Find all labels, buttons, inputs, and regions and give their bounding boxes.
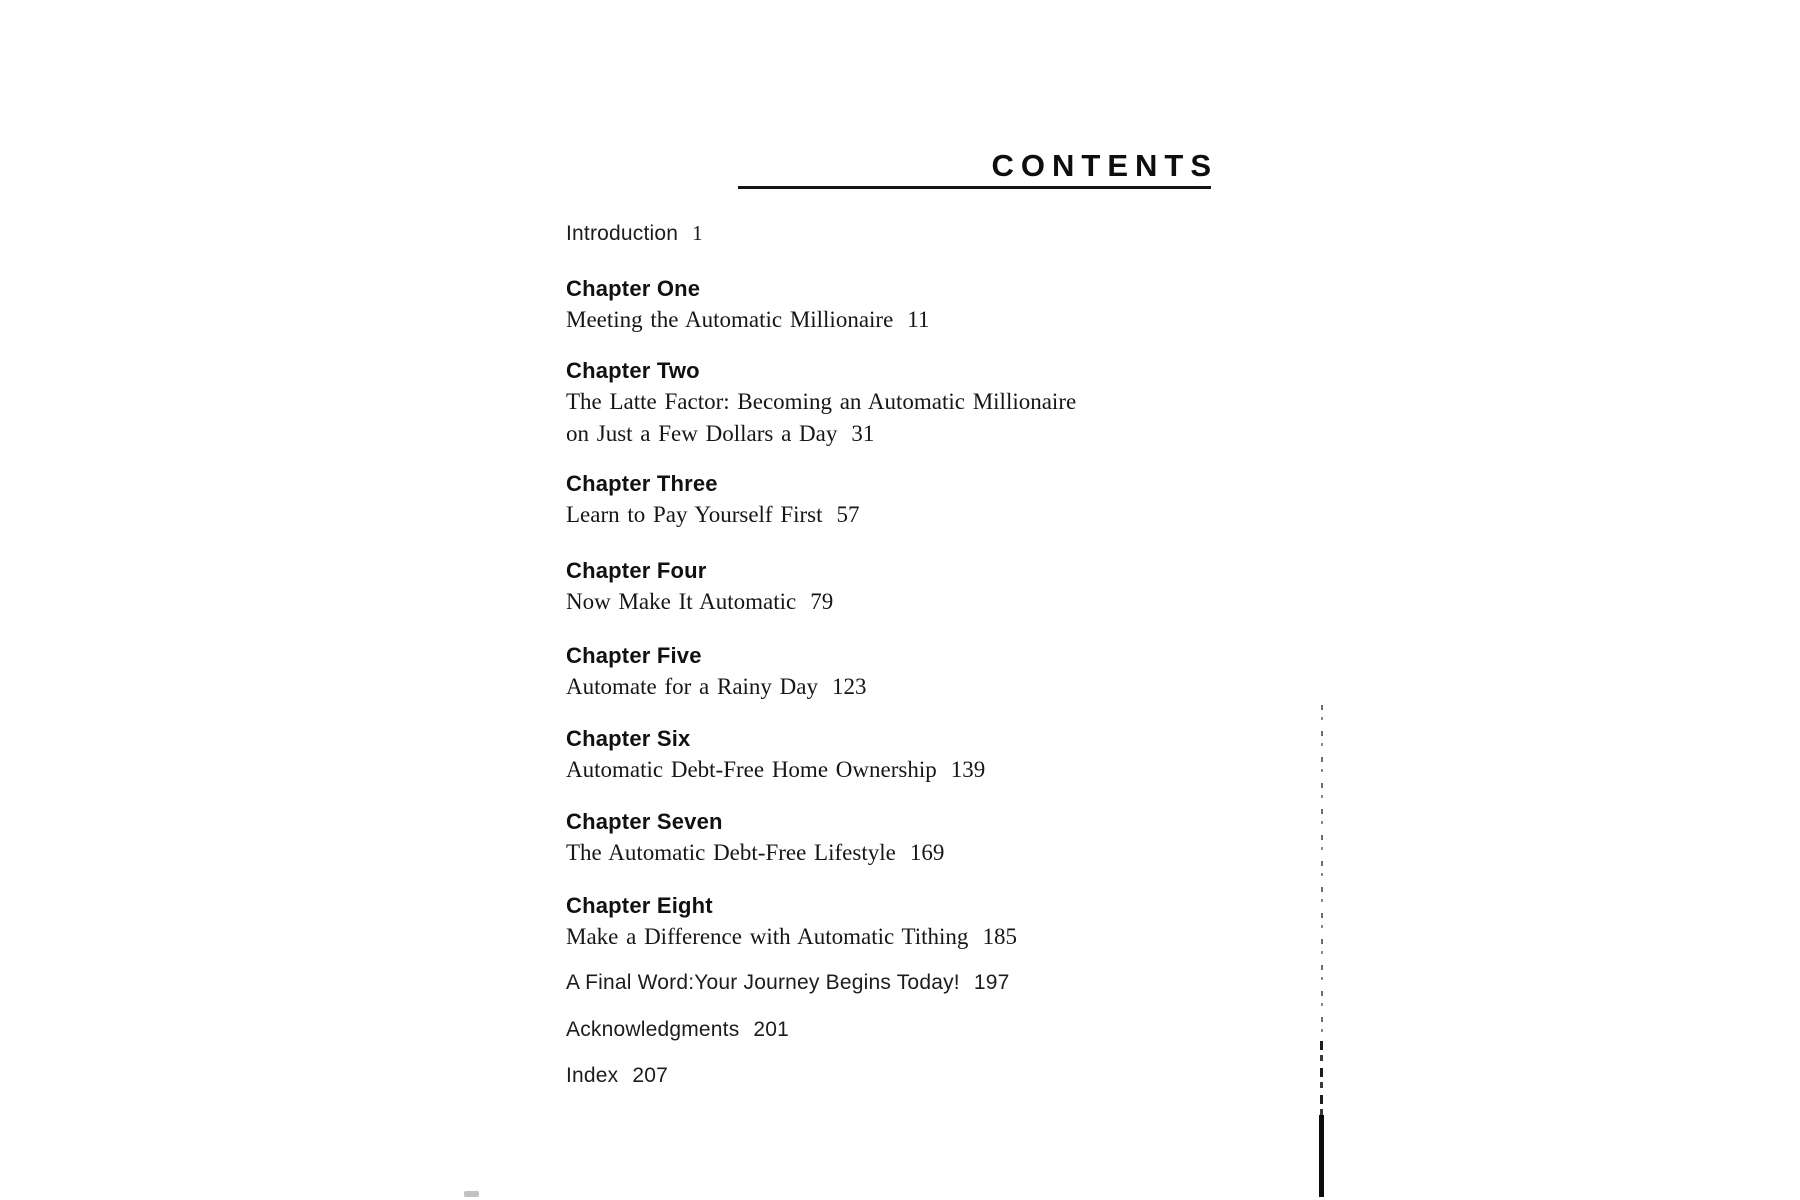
page-number: 139	[950, 757, 986, 782]
toc-entry-index	[566, 1063, 668, 1089]
chapter-title	[566, 921, 1017, 953]
toc-entry-introduction	[566, 220, 703, 247]
chapter-title-text: Meeting the Automatic Millionaire	[566, 307, 894, 332]
scan-solid-line	[1319, 1115, 1324, 1197]
chapter-title	[566, 837, 944, 869]
chapter-title	[566, 304, 929, 336]
chapter-title-text: The Automatic Debt-Free Lifestyle	[566, 840, 896, 865]
toc-entry-chapter-five	[566, 643, 866, 703]
chapter-label: Chapter Six	[566, 726, 691, 751]
chapter-title-line2: on Just a Few Dollars a Day	[566, 421, 838, 446]
scan-dark-dash-cluster	[1320, 1041, 1323, 1115]
page-number: 201	[753, 1018, 790, 1041]
toc-entry-final-word	[566, 970, 1009, 996]
chapter-title-line1: The Latte Factor: Becoming an Automatic Millionaire	[566, 389, 1077, 414]
page-number: 11	[907, 307, 930, 332]
page-number: 169	[909, 840, 945, 865]
toc-entry-chapter-six	[566, 726, 985, 786]
toc-entry-chapter-eight	[566, 893, 1017, 953]
entry-label: Index	[566, 1064, 619, 1087]
chapter-label: Chapter Eight	[566, 893, 713, 918]
chapter-label: Chapter Two	[566, 358, 700, 383]
chapter-title-text: Learn to Pay Yourself First	[566, 502, 823, 527]
chapter-title	[566, 754, 985, 786]
scan-dashed-line	[1321, 705, 1323, 1041]
page-number: 197	[973, 971, 1010, 994]
chapter-title-text: Automatic Debt-Free Home Ownership	[566, 757, 937, 782]
chapter-title	[566, 499, 860, 531]
entry-label: Acknowledgments	[566, 1018, 740, 1041]
page-number: 207	[632, 1064, 669, 1087]
toc-entry-chapter-two	[566, 358, 1076, 450]
toc-entry-chapter-three	[566, 471, 860, 531]
chapter-title-text: Now Make It Automatic	[566, 589, 797, 614]
toc-entry-chapter-one	[566, 276, 929, 336]
chapter-label: Chapter One	[566, 276, 701, 301]
contents-header	[738, 148, 1218, 183]
page-number: 79	[810, 589, 834, 614]
chapter-label: Chapter Five	[566, 643, 702, 668]
scan-smudge	[464, 1191, 479, 1197]
entry-label: A Final Word:Your Journey Begins Today!	[566, 971, 960, 994]
chapter-title	[566, 586, 833, 618]
toc-entry-acknowledgments	[566, 1017, 789, 1043]
page-number: 57	[836, 502, 860, 527]
chapter-label: Chapter Three	[566, 471, 718, 496]
page-number: 1	[692, 221, 703, 245]
chapter-label: Chapter Four	[566, 558, 707, 583]
chapter-title-text: Automate for a Rainy Day	[566, 674, 818, 699]
chapter-title	[566, 671, 866, 703]
page-number: 31	[851, 421, 875, 446]
page-number: 185	[982, 924, 1017, 949]
chapter-label: Chapter Seven	[566, 809, 723, 834]
title-rule	[738, 186, 1211, 189]
toc-entry-chapter-four	[566, 558, 833, 618]
chapter-title-text: Make a Difference with Automatic Tithing	[566, 924, 969, 949]
page-number: 123	[831, 674, 867, 699]
page-title: CONTENTS	[991, 148, 1218, 183]
entry-label: Introduction	[566, 222, 679, 245]
toc-entry-chapter-seven	[566, 809, 944, 869]
chapter-title	[566, 386, 1076, 450]
